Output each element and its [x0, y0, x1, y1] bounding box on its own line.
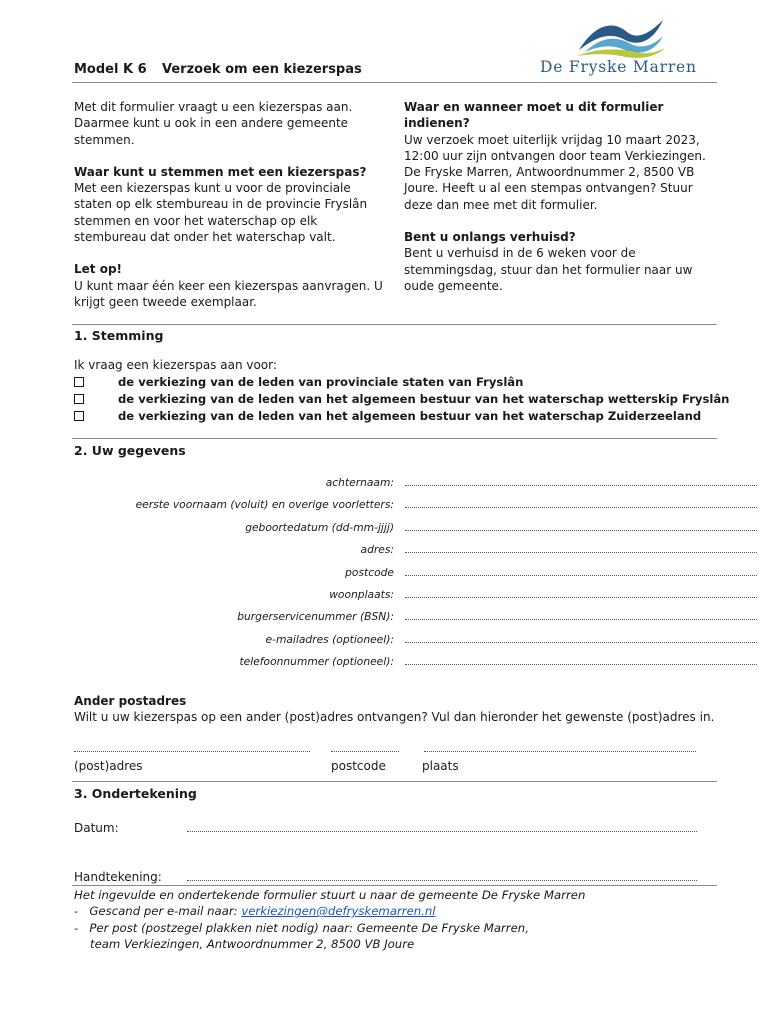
intro-heading-note: Let op!: [74, 262, 123, 277]
intro-heading-deadline: Waar en wanneer moet u dit formulier indienen?: [404, 100, 664, 131]
footer-post-address: team Verkiezingen, Antwoordnummer 2, 8500 VB Joure: [90, 936, 415, 951]
ander-plaats-label: plaats: [422, 759, 459, 773]
ander-plaats-line[interactable]: [424, 751, 696, 752]
intro-left: [74, 99, 392, 326]
field-line[interactable]: [405, 552, 757, 553]
intro-text-moved: Bent u verhuisd in de 6 weken voor de stemmingsdag, stuur dan het formulier naar uw oude gemeente.: [404, 246, 693, 293]
field-line[interactable]: [405, 485, 757, 486]
field-label: burgerservicenummer (BSN):: [237, 610, 394, 623]
intro-heading-moved: Bent u onlangs verhuisd?: [404, 230, 576, 245]
intro-text-where: Met een kiezerspas kunt u voor de provinciale staten op elk stembureau in de provincie Fryslân stemmen en voor het waterschap op elk stembureau dat onder het waterschap valt.: [74, 181, 368, 245]
field-line[interactable]: [405, 575, 757, 576]
footer-intro: Het ingevulde en ondertekende formulier stuurt u naar de gemeente De Fryske Marren: [74, 888, 586, 902]
section-ondertekening-title: 3. Ondertekening: [74, 786, 197, 801]
ander-adres-line[interactable]: [74, 751, 310, 752]
checkbox[interactable]: [74, 377, 84, 387]
field-label: geboortedatum (dd-mm-jjjj): [245, 521, 394, 534]
ander-postcode-label: postcode: [331, 759, 386, 773]
intro-text-deadline: Uw verzoek moet uiterlijk vrijdag 10 maart 2023, 12:00 uur zijn ontvangen door team Verkiezingen. De Fryske Marren, Antwoordnummer 2, 8500 VB Joure. Heeft u al een stempas ontvangen? Stuur deze dan mee met dit formulier.: [404, 132, 706, 212]
ander-adres-label: (post)adres: [74, 759, 143, 773]
signature-divider: [72, 885, 717, 886]
option-label: de verkiezing van de leden van het algemeen bestuur van het waterschap Zuiderzeeland: [118, 409, 702, 423]
intro-text-note: U kunt maar één keer een kiezerspas aanvragen. U krijgt geen tweede exemplaar.: [74, 278, 383, 309]
datum-label: Datum:: [74, 821, 119, 835]
field-email[interactable]: [72, 633, 722, 649]
field-line[interactable]: [405, 507, 757, 508]
field-label: postcode: [345, 566, 394, 579]
field-achternaam[interactable]: [72, 476, 722, 492]
handtekening-label: Handtekening:: [74, 870, 162, 884]
option-label: de verkiezing van de leden van provinciale staten van Fryslân: [118, 375, 524, 389]
submission-instructions: [74, 887, 585, 952]
field-bsn[interactable]: [72, 610, 722, 626]
checkbox[interactable]: [74, 411, 84, 421]
header-divider: [72, 82, 717, 83]
intro-text: Met dit formulier vraagt u een kiezerspas aan. Daarmee kunt u ook in een andere gemeente stemmen.: [74, 100, 353, 147]
field-label: adres:: [360, 543, 394, 556]
stemming-intro: Ik vraag een kiezerspas aan voor:: [74, 358, 277, 372]
field-telefoon[interactable]: [72, 655, 722, 671]
logo-text: De Fryske Marren: [540, 58, 697, 76]
section2-divider: [72, 438, 717, 439]
checkbox[interactable]: [74, 394, 84, 404]
section-stemming-title: 1. Stemming: [74, 328, 164, 343]
field-label: woonplaats:: [329, 588, 394, 601]
footer-email-line: - Gescand per e-mail naar: verkiezingen@defryskemarren.nl: [74, 904, 436, 919]
footer-post-text: Per post (postzegel plakken niet nodig) naar: Gemeente De Fryske Marren,: [89, 920, 529, 935]
model-number: Model K 6: [74, 62, 147, 77]
field-line[interactable]: [405, 642, 757, 643]
handtekening-line[interactable]: [187, 880, 697, 881]
field-adres[interactable]: [72, 543, 722, 559]
logo-wave-icon: [575, 14, 667, 58]
section3-divider: [72, 781, 717, 782]
field-line[interactable]: [405, 619, 757, 620]
field-label: eerste voornaam (voluit) en overige voorletters:: [135, 498, 394, 511]
field-woonplaats[interactable]: [72, 588, 722, 604]
field-label: achternaam:: [325, 476, 394, 489]
field-line[interactable]: [405, 664, 757, 665]
option-label: de verkiezing van de leden van het algemeen bestuur van het waterschap wetterskip Fryslân: [118, 392, 730, 406]
footer-post-line: - Per post (postzegel plakken niet nodig) naar: Gemeente De Fryske Marren,: [74, 920, 529, 935]
ander-postadres-title: Ander postadres: [74, 694, 187, 708]
field-line[interactable]: [405, 530, 757, 531]
footer-email-prefix: Gescand per e-mail naar:: [89, 904, 242, 919]
form-header: [74, 62, 362, 77]
field-voornaam[interactable]: [72, 498, 722, 514]
intro-right: [404, 99, 716, 310]
section-gegevens-title: 2. Uw gegevens: [74, 443, 186, 458]
ander-postcode-line[interactable]: [331, 751, 399, 752]
field-line[interactable]: [405, 597, 757, 598]
email-link[interactable]: verkiezingen@defryskemarren.nl: [241, 904, 436, 919]
section1-divider: [72, 324, 717, 325]
field-label: telefoonnummer (optioneel):: [239, 655, 394, 668]
ander-postadres-text: Wilt u uw kiezerspas op een ander (post)adres ontvangen? Vul dan hieronder het gewenste (post)adres in.: [74, 710, 715, 724]
field-postcode[interactable]: [72, 566, 722, 582]
field-label: e-mailadres (optioneel):: [265, 633, 394, 646]
intro-heading-where: Waar kunt u stemmen met een kiezerspas?: [74, 164, 367, 179]
datum-line[interactable]: [187, 831, 697, 832]
field-geboortedatum[interactable]: [72, 521, 722, 537]
form-title: Verzoek om een kiezerspas: [162, 62, 362, 77]
